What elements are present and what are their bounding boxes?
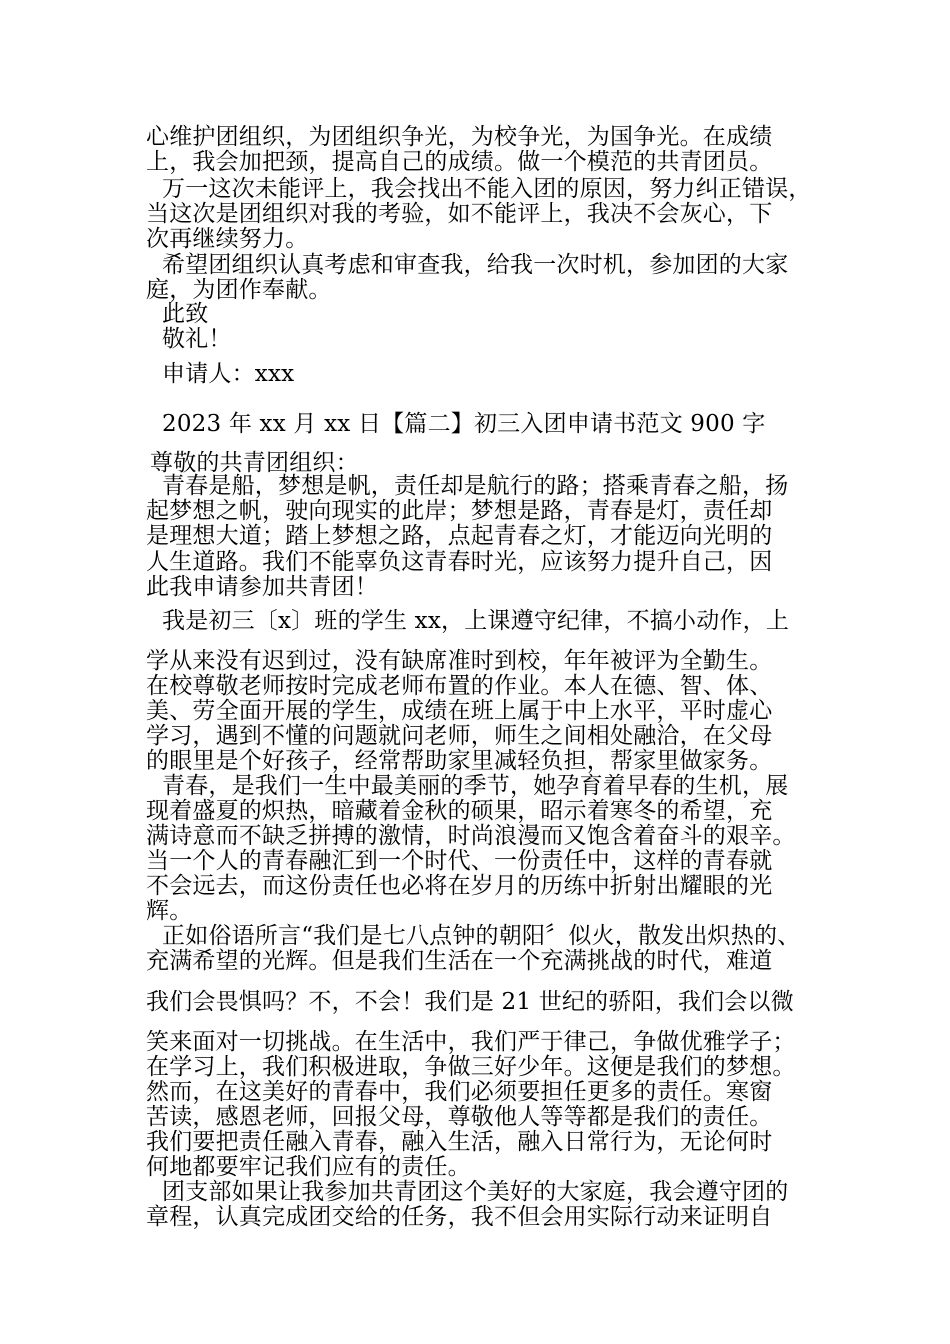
text-line: 满诗意而不缺乏拼搏的激情，时尚浪漫而又饱含着奋斗的艰辛。: [146, 823, 796, 849]
text-line: 庭，为团作奉献。: [146, 277, 332, 303]
text-line: 不会远去，而这份责任也必将在岁月的历练中折射出耀眼的光: [146, 873, 773, 899]
text-line: 敬礼！: [162, 326, 232, 352]
text-line: 青春，是我们一生中最美丽的季节，她孕育着早春的生机，展: [162, 773, 789, 799]
text-line: 人生道路。我们不能辜负这青春时光，应该努力提升自己，因: [146, 549, 773, 575]
text-line: 正如俗语所言“我们是七八点钟的朝阳〞似火，散发出炽热的、: [162, 923, 801, 949]
text-line: 当一个人的青春融汇到一个时代、一份责任中，这样的青春就: [146, 848, 773, 874]
text-line: 笑来面对一切挑战。在生活中，我们严于律己，争做优雅学子；: [146, 1029, 796, 1055]
text-line: 青春是船，梦想是帆，责任却是航行的路；搭乘青春之船，扬: [162, 473, 789, 499]
text-line: 然而，在这美好的青春中，我们必须要担任更多的责任。寒窗: [146, 1079, 773, 1105]
text-line: 现着盛夏的炽热，暗藏着金秋的硕果，昭示着寒冬的希望，充: [146, 798, 773, 824]
text-line: 心维护团组织，为团组织争光，为校争光，为国争光。在成绩: [146, 124, 773, 150]
text-line: 我们要把责任融入青春，融入生活，融入日常行为，无论何时: [146, 1129, 773, 1155]
section-heading: 2023 年 xx 月 xx 日【篇二】初三入团申请书范文 900 字: [162, 411, 766, 437]
text-line: 充满希望的光辉。但是我们生活在一个充满挑战的时代，难道: [146, 948, 773, 974]
text-line: 学习，遇到不懂的问题就问老师，师生之间相处融洽，在父母: [146, 723, 773, 749]
text-line: 章程，认真完成团交给的任务，我不但会用实际行动来证明自: [146, 1204, 773, 1230]
text-line: 希望团组织认真考虑和审查我，给我一次时机，参加团的大家: [162, 252, 789, 278]
text-line: 此我申请参加共青团！: [146, 574, 378, 600]
text-line: 的眼里是个好孩子，经常帮助家里减轻负担，帮家里做家务。: [146, 748, 773, 774]
text-line: 我们会畏惧吗？不，不会！我们是 21 世纪的骄阳，我们会以微: [146, 989, 794, 1015]
signature-line: 申请人：xxx: [162, 361, 295, 387]
text-line: 是理想大道；踏上梦想之路，点起青春之灯，才能迈向光明的: [146, 523, 773, 549]
text-line: 上，我会加把颈，提高自己的成绩。做一个模范的共青团员。: [146, 149, 773, 175]
text-line: 何地都要牢记我们应有的责任。: [146, 1154, 471, 1180]
text-line: 我是初三〔x〕班的学生 xx，上课遵守纪律，不搞小动作，上: [162, 608, 790, 634]
text-line: 美、劳全面开展的学生，成绩在班上属于中上水平，平时虚心: [146, 698, 773, 724]
text-line: 在学习上，我们积极进取，争做三好少年。这便是我们的梦想。: [146, 1054, 796, 1080]
text-line: 辉。: [146, 898, 193, 924]
text-line: 次再继续努力。: [146, 226, 309, 252]
text-line: 学从来没有迟到过，没有缺席准时到校，年年被评为全勤生。: [146, 648, 773, 674]
text-line: 苦读，感恩老师，回报父母，尊敬他人等等都是我们的责任。: [146, 1104, 773, 1130]
salutation: 尊敬的共青团组织：: [150, 450, 359, 476]
text-line: 在校尊敬老师按时完成老师布置的作业。本人在德、智、体、: [146, 673, 773, 699]
text-line: 团支部如果让我参加共青团这个美好的大家庭，我会遵守团的: [162, 1179, 789, 1205]
text-line: 万一这次未能评上，我会找出不能入团的原因，努力纠正错误，: [162, 176, 812, 202]
text-line: 此致: [162, 301, 209, 327]
text-line: 当这次是团组织对我的考验，如不能评上，我决不会灰心，下: [146, 201, 773, 227]
text-line: 起梦想之帆，驶向现实的此岸；梦想是路，青春是灯，责任却: [146, 498, 773, 524]
